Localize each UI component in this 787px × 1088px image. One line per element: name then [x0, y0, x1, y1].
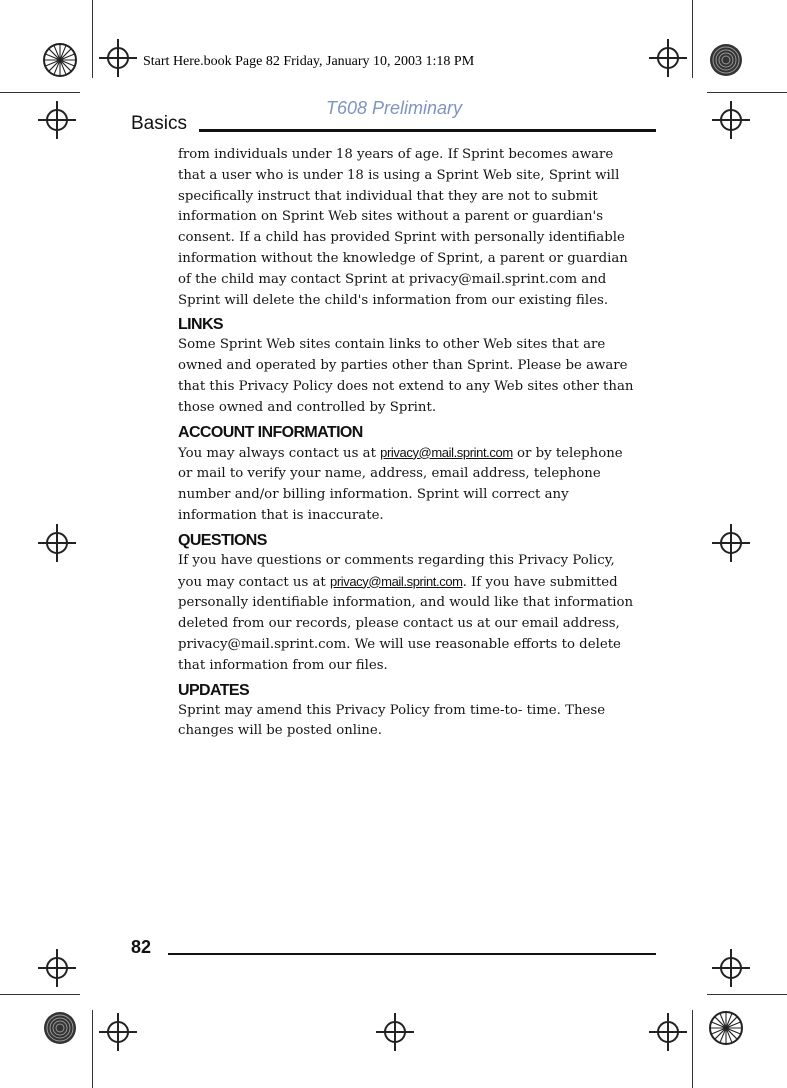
updates-paragraph: Sprint may amend this Privacy Policy from time-to- time. These changes will be posted online. — [178, 702, 606, 739]
questions-paragraph — [178, 551, 640, 677]
account-text-tail: or by telephone or mail to verify your name, address, email address, telephone number and/or billing information. Sprint will correct any information that is inaccurate. — [178, 445, 623, 523]
updates-heading: UPDATES — [178, 681, 250, 699]
registration-target-icon — [657, 47, 679, 69]
registration-target-icon — [720, 957, 742, 979]
intro-paragraph: from individuals under 18 years of age. If Sprint becomes aware that a user who is under 18 is using a Sprint Web site, Sprint will specifically instruct that individual that they are not to submit information on Sprint Web sites without a parent or guardian's consent. If a child has provided Sprint with personally identifiable information without the knowledge of Sprint, a parent or guardian of the child may contact Sprint at privacy@mail.sprint.com and Sprint will delete the child's information from our existing files. — [178, 147, 628, 308]
links-paragraph: Some Sprint Web sites contain links to other Web sites that are owned and operated by parties other than Sprint. Please be aware that this Privacy Policy does not extend to any Web sites other than those owned and controlled by Sprint. — [178, 337, 634, 415]
crop-mark — [92, 1010, 93, 1088]
concentric-registration-icon — [42, 1010, 78, 1046]
account-information-paragraph — [178, 443, 640, 527]
questions-text-tail: . If you have submitted personally identifiable information, and would like that information deleted from our records, please contact us at our email address, privacy@mail.sprint.com. We will use reasonable efforts to delete that information from our files. — [178, 574, 634, 673]
registration-target-icon — [107, 47, 129, 69]
slug-line: Start Here.book Page 82 Friday, January 10, 2003 1:18 PM — [143, 54, 475, 69]
section-title: Basics — [131, 113, 187, 134]
starburst-registration-icon — [708, 1010, 744, 1046]
crop-mark — [0, 994, 80, 995]
registration-target-icon — [657, 1021, 679, 1043]
registration-target-icon — [720, 109, 742, 131]
registration-target-icon — [107, 1021, 129, 1043]
questions-email-link[interactable]: privacy@mail.sprint.com — [330, 573, 463, 589]
crop-mark — [92, 0, 93, 78]
links-heading: LINKS — [178, 316, 224, 334]
questions-text-lead: If you have questions or comments regarding this Privacy Policy, you may contact us at — [178, 552, 615, 590]
account-information-heading: ACCOUNT INFORMATION — [178, 423, 363, 441]
page-body — [178, 145, 640, 742]
crop-mark — [707, 92, 787, 93]
registration-target-icon — [46, 957, 68, 979]
concentric-registration-icon — [708, 42, 744, 78]
preliminary-watermark: T608 Preliminary — [326, 98, 463, 118]
header-rule — [199, 129, 656, 132]
account-text-lead: You may always contact us at — [178, 445, 381, 461]
starburst-registration-icon — [42, 42, 78, 78]
crop-mark — [707, 994, 787, 995]
crop-mark — [0, 92, 80, 93]
page-number: 82 — [131, 937, 152, 957]
registration-target-icon — [46, 109, 68, 131]
registration-target-icon — [720, 532, 742, 554]
crop-mark — [692, 1010, 693, 1088]
account-email-link[interactable]: privacy@mail.sprint.com — [380, 444, 513, 460]
questions-heading: QUESTIONS — [178, 531, 267, 549]
footer-rule — [168, 953, 656, 955]
registration-target-icon — [384, 1021, 406, 1043]
registration-target-icon — [46, 532, 68, 554]
crop-mark — [692, 0, 693, 78]
